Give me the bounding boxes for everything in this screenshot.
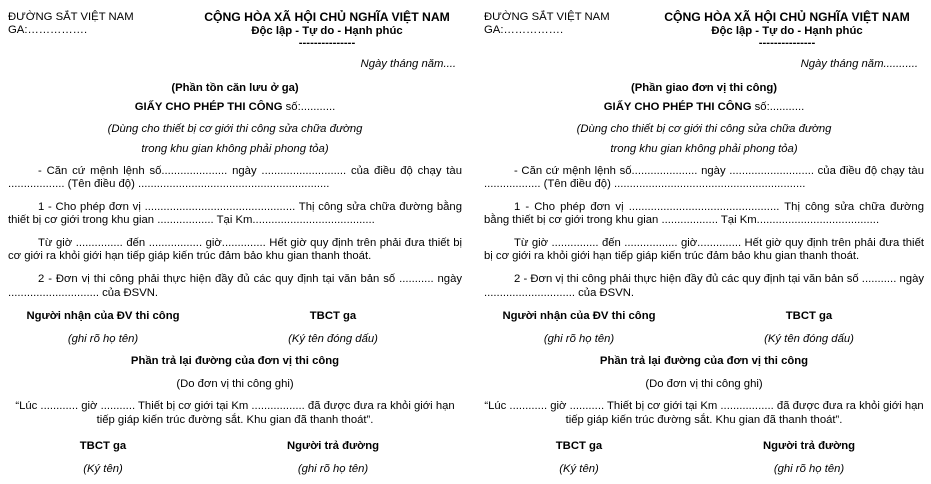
country-name: CỘNG HÒA XÃ HỘI CHỦ NGHĨA VIỆT NAM: [664, 10, 910, 24]
paragraph-compliance: 2 - Đơn vị thi công phải thực hiện đầy đủ các quy định tại văn bản số ........... ngày ............................. của ĐSVN.: [8, 273, 462, 299]
signature-note: (Ký tên): [83, 462, 123, 475]
signature-title: Người nhận của ĐV thi công: [26, 310, 180, 323]
return-section-title: Phần trả lại đường của đơn vị thi công: [599, 355, 809, 368]
permit-heading: [8, 101, 462, 115]
return-section-note: (Do đơn vị thi công ghi): [176, 377, 294, 390]
signature-title: TBCT ga: [309, 310, 357, 323]
signature-note: (ghi rõ họ tên): [543, 332, 615, 345]
permit-number: số:...........: [282, 101, 336, 114]
signature-note: (Ký tên đóng dấu): [764, 332, 854, 345]
signature-station-master: [674, 310, 924, 346]
signature-note: (ghi rõ họ tên): [67, 332, 139, 345]
signature-title: TBCT ga: [79, 440, 127, 453]
form-header: [8, 0, 462, 50]
signature-title: Người nhận của ĐV thi công: [502, 310, 656, 323]
paragraph-order-reference: - Căn cứ mệnh lệnh số..................... ngày ........................... của điều độ chạy tàu .................. (Tên điều độ) .............................................................: [8, 164, 462, 191]
permit-heading: [484, 101, 924, 115]
usage-note-line1: (Dùng cho thiết bị cơ giới thi công sửa chữa đường: [576, 122, 832, 135]
signature-row-return: [484, 440, 924, 476]
signature-row-return: [8, 440, 462, 476]
header-divider: ---------------: [298, 37, 356, 50]
paragraph-compliance: 2 - Đơn vị thi công phải thực hiện đầy đủ các quy định tại văn bản số ........... ngày ............................. của ĐSVN.: [484, 273, 924, 299]
station-field: GA:…………….: [8, 24, 88, 36]
signature-receiver: [8, 310, 198, 346]
return-statement: “Lúc ............ giờ ........... Thiết bị cơ giới tại Km ................. đã được đưa ra khỏi giới hạn tiếp giáp kiến trúc đường sắt. Khu gian đã thanh thoát”.: [484, 400, 924, 426]
signature-note: (ghi rõ họ tên): [773, 462, 845, 475]
signature-title: Người trả đường: [762, 440, 856, 453]
return-statement: “Lúc ............ giờ ........... Thiết bị cơ giới tại Km ................. đã được đưa ra khỏi giới hạn tiếp giáp kiến trúc đường sắt. Khu gian đã thanh thoát”.: [15, 400, 455, 426]
signature-returner: [674, 440, 924, 476]
signature-station-master: [8, 440, 198, 476]
permit-title: GIẤY CHO PHÉP THI CÔNG: [603, 101, 752, 114]
republic-header: [202, 10, 452, 48]
part-label: (Phần tồn căn lưu ở ga): [171, 81, 299, 94]
signature-row: [484, 310, 924, 346]
header-divider: ---------------: [758, 37, 816, 50]
paragraph-permission: 1 - Cho phép đơn vị ................................................ Thị công sửa chữa đường bằng thiết bị cơ giới trong khu gian .................. Tại Km.......................................: [484, 200, 924, 227]
country-name: CỘNG HÒA XÃ HỘI CHỦ NGHĨA VIỆT NAM: [204, 10, 450, 24]
paragraph-time-window: Từ giờ ............... đến ................. giờ.............. Hết giờ quy định trên phải đưa thiết bị cơ giới ra khỏi giới hạn tiếp giáp kiến trúc đảm bảo khu gian thanh thoát.: [8, 236, 462, 263]
signature-title: Người trả đường: [286, 440, 380, 453]
paragraph-order-reference: - Căn cứ mệnh lệnh số..................... ngày ........................... của điều độ chạy tàu .................. (Tên điều độ) .............................................................: [484, 164, 924, 191]
national-motto: Độc lập - Tự do - Hạnh phúc: [251, 24, 403, 37]
usage-note-line2: trong khu gian không phải phong tỏa): [141, 143, 329, 156]
signature-returner: [198, 440, 448, 476]
paragraph-permission: 1 - Cho phép đơn vị ................................................ Thị công sửa chữa đường bằng thiết bị cơ giới trong khu gian .................. Tại Km.......................................: [8, 200, 462, 227]
signature-row: [8, 310, 462, 346]
signature-note: (ghi rõ họ tên): [297, 462, 369, 475]
permit-form-station-copy: [8, 0, 462, 484]
national-motto: Độc lập - Tự do - Hạnh phúc: [711, 24, 863, 37]
signature-station-master: [198, 310, 448, 346]
form-header: [484, 0, 924, 50]
signature-note: (Ký tên đóng dấu): [288, 332, 378, 345]
station-field: GA:…………….: [484, 24, 564, 36]
date-line: Ngày tháng năm...........: [800, 58, 918, 70]
permit-title: GIẤY CHO PHÉP THI CÔNG: [134, 101, 283, 114]
return-section-note: (Do đơn vị thi công ghi): [645, 377, 763, 390]
usage-note-line1: (Dùng cho thiết bị cơ giới thi công sửa chữa đường: [107, 122, 363, 135]
permit-form-contractor-copy: [484, 0, 924, 484]
signature-station-master: [484, 440, 674, 476]
signature-title: TBCT ga: [785, 310, 833, 323]
permit-number: số:...........: [751, 101, 805, 114]
part-label: (Phần giao đơn vị thi công): [630, 81, 778, 94]
return-section-title: Phần trả lại đường của đơn vị thi công: [130, 355, 340, 368]
usage-note-line2: trong khu gian không phải phong tỏa): [610, 143, 798, 156]
signature-title: TBCT ga: [555, 440, 603, 453]
signature-note: (Ký tên): [559, 462, 599, 475]
date-line: Ngày tháng năm....: [360, 58, 456, 70]
signature-receiver: [484, 310, 674, 346]
organization-name: ĐƯỜNG SẮT VIỆT NAM: [8, 11, 134, 23]
paragraph-time-window: Từ giờ ............... đến ................. giờ.............. Hết giờ quy định trên phải đưa thiết bị cơ giới ra khỏi giới hạn tiếp giáp kiến trúc đảm bảo khu gian thanh thoát.: [484, 236, 924, 263]
organization-name: ĐƯỜNG SẮT VIỆT NAM: [484, 11, 610, 23]
republic-header: [662, 10, 912, 48]
